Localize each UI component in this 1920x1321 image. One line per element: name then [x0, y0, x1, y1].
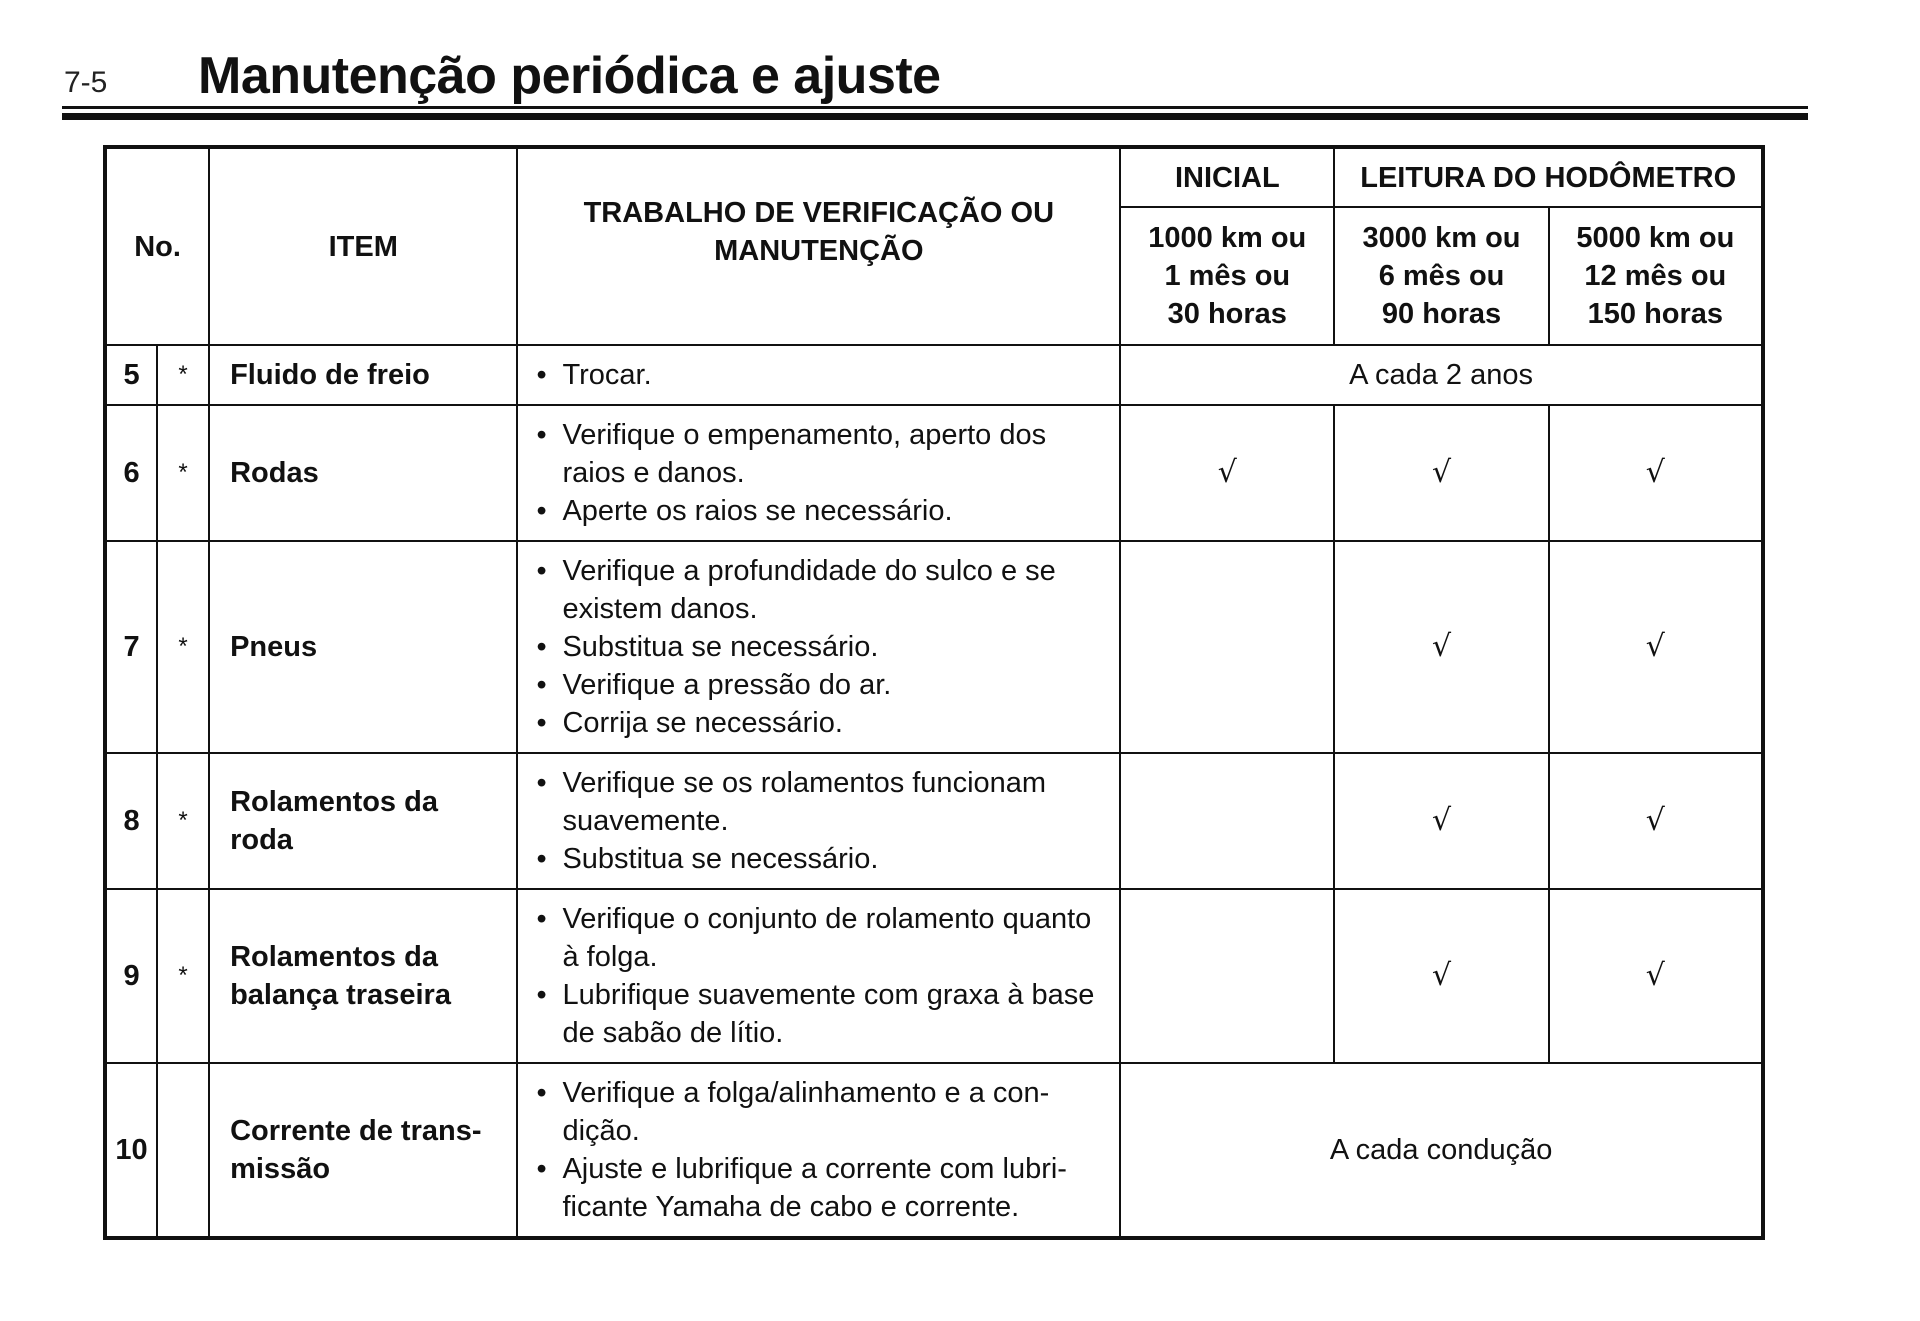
row-item: Fluido de freio — [209, 345, 517, 405]
header-odometer: LEITURA DO HODÔMETRO — [1334, 147, 1763, 207]
interval-line: 30 horas — [1167, 298, 1287, 330]
row-star: * — [157, 753, 209, 889]
row-work — [517, 345, 1120, 405]
row-number: 6 — [105, 405, 157, 541]
check-mark-icon — [1120, 753, 1334, 889]
interval-line: 6 mês ou — [1378, 260, 1505, 292]
bullet-icon: • — [536, 707, 547, 739]
bullet-icon: • — [536, 903, 547, 935]
work-step-text: Aperte os raios se necessário. — [562, 495, 953, 527]
check-mark-icon: √ — [1120, 405, 1334, 541]
row-star: * — [157, 889, 209, 1063]
bullet-icon: • — [536, 419, 547, 451]
work-step-text: Verifique a profundidade do sulco e se existem danos. — [562, 555, 1056, 625]
page-number: 7-5 — [64, 66, 108, 99]
check-mark-icon: √ — [1549, 405, 1763, 541]
bullet-icon: • — [536, 843, 547, 875]
interval-line: 150 horas — [1587, 298, 1724, 330]
interval-line: 3000 km ou — [1362, 222, 1521, 254]
page-title: Manutenção periódica e ajuste — [198, 47, 941, 105]
work-step — [536, 628, 1109, 666]
row-interval-span: A cada condução — [1120, 1063, 1763, 1238]
work-step — [536, 552, 1109, 628]
header-interval-3 — [1549, 207, 1763, 345]
header-interval-1 — [1120, 207, 1334, 345]
work-step — [536, 492, 1109, 530]
bullet-icon: • — [536, 631, 547, 663]
check-mark-icon: √ — [1549, 541, 1763, 753]
bullet-icon: • — [536, 1153, 547, 1185]
row-item: Corrente de trans-missão — [209, 1063, 517, 1238]
work-step-text: Verifique o conjunto de rolamento quanto à folga. — [562, 903, 1092, 973]
work-step — [536, 976, 1109, 1052]
work-step-text: Verifique a pressão do ar. — [562, 669, 892, 701]
check-mark-icon: √ — [1334, 889, 1548, 1063]
work-step — [536, 764, 1109, 840]
header-interval-2 — [1334, 207, 1548, 345]
check-mark-icon — [1120, 541, 1334, 753]
row-star: * — [157, 405, 209, 541]
work-step — [536, 1150, 1109, 1226]
header-rule-thick — [62, 113, 1808, 120]
bullet-icon: • — [536, 1077, 547, 1109]
work-step-text: Corrija se necessário. — [562, 707, 843, 739]
work-step — [536, 704, 1109, 742]
check-mark-icon: √ — [1334, 405, 1548, 541]
interval-line: 1000 km ou — [1148, 222, 1307, 254]
row-number: 9 — [105, 889, 157, 1063]
row-star — [157, 1063, 209, 1238]
maintenance-table — [103, 145, 1765, 1240]
work-step-text: Substitua se necessário. — [562, 843, 879, 875]
check-mark-icon: √ — [1549, 889, 1763, 1063]
table-row — [105, 405, 1763, 541]
work-step-text: Lubrifique suavemente com graxa à base de sabão de lítio. — [562, 979, 1095, 1049]
table-row — [105, 345, 1763, 405]
row-interval-span: A cada 2 anos — [1120, 345, 1763, 405]
work-step — [536, 666, 1109, 704]
bullet-icon: • — [536, 979, 547, 1011]
row-item: Rodas — [209, 405, 517, 541]
row-number: 10 — [105, 1063, 157, 1238]
check-mark-icon: √ — [1334, 753, 1548, 889]
bullet-icon: • — [536, 555, 547, 587]
header-no: No. — [105, 147, 209, 345]
table-row — [105, 889, 1763, 1063]
header-item: ITEM — [209, 147, 517, 345]
row-number: 8 — [105, 753, 157, 889]
bullet-icon: • — [536, 359, 547, 391]
row-work — [517, 753, 1120, 889]
interval-line: 1 mês ou — [1164, 260, 1291, 292]
row-work — [517, 405, 1120, 541]
row-item: Pneus — [209, 541, 517, 753]
row-item: Rolamentos da balança traseira — [209, 889, 517, 1063]
header-work — [517, 147, 1120, 345]
work-step — [536, 900, 1109, 976]
bullet-icon: • — [536, 669, 547, 701]
work-step-text: Ajuste e lubrifique a corrente com lubri-ficante Yamaha de cabo e corrente. — [562, 1153, 1067, 1223]
interval-line: 90 horas — [1381, 298, 1502, 330]
header-work-text: TRABALHO DE VERIFICAÇÃO OU MANUTENÇÃO — [583, 196, 1055, 267]
row-item: Rolamentos da roda — [209, 753, 517, 889]
row-number: 7 — [105, 541, 157, 753]
check-mark-icon — [1120, 889, 1334, 1063]
table-row — [105, 753, 1763, 889]
work-step-text: Substitua se necessário. — [562, 631, 879, 663]
work-step — [536, 356, 1109, 394]
table-row — [105, 1063, 1763, 1238]
work-step-text: Verifique o empenamento, aperto dos raios e danos. — [562, 419, 1047, 489]
work-step-text: Trocar. — [562, 359, 652, 391]
check-mark-icon: √ — [1334, 541, 1548, 753]
row-work — [517, 1063, 1120, 1238]
row-star: * — [157, 541, 209, 753]
header-rule-thin — [62, 106, 1808, 109]
work-step — [536, 416, 1109, 492]
row-star: * — [157, 345, 209, 405]
check-mark-icon: √ — [1549, 753, 1763, 889]
interval-line: 12 mês ou — [1584, 260, 1727, 292]
work-step-text: Verifique a folga/alinhamento e a con-dição. — [562, 1077, 1050, 1147]
header-initial: INICIAL — [1120, 147, 1334, 207]
row-work — [517, 541, 1120, 753]
work-step — [536, 840, 1109, 878]
table-row — [105, 541, 1763, 753]
work-step — [536, 1074, 1109, 1150]
interval-line: 5000 km ou — [1576, 222, 1735, 254]
bullet-icon: • — [536, 767, 547, 799]
bullet-icon: • — [536, 495, 547, 527]
row-work — [517, 889, 1120, 1063]
work-step-text: Verifique se os rolamentos funcionam suavemente. — [562, 767, 1047, 837]
row-number: 5 — [105, 345, 157, 405]
